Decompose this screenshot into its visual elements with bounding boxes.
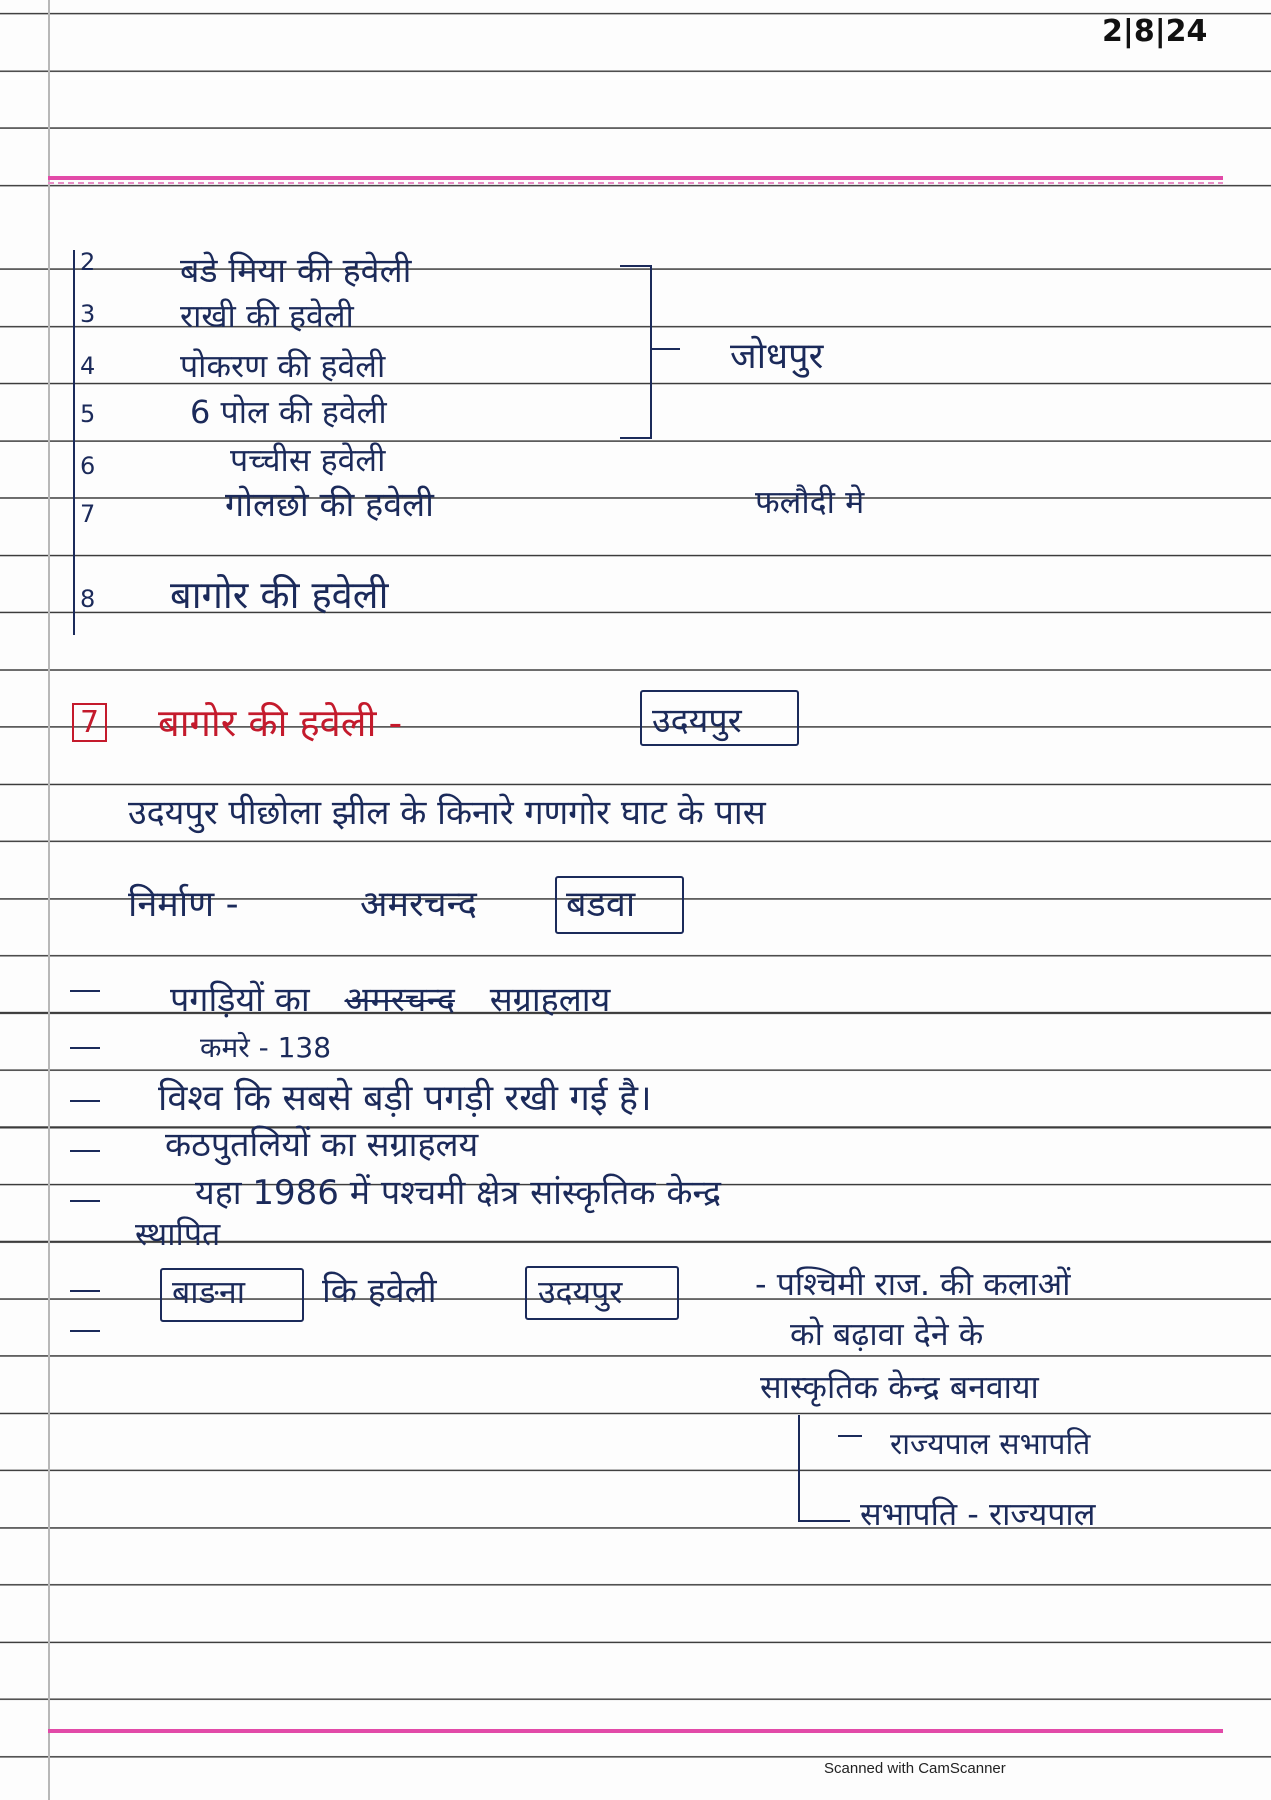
list-num: 3 — [80, 300, 96, 328]
list-item: पच्चीस हवेली — [230, 441, 386, 479]
sub-arrow — [798, 1520, 850, 1522]
list-item: गोलछो की हवेली — [225, 485, 434, 525]
list-item: पोकरण की हवेली — [180, 347, 386, 385]
bullet-established: स्थापित — [135, 1215, 221, 1253]
bagna-haveli: कि हवेली — [322, 1271, 437, 1311]
sub-note: राज्यपाल सभापति — [890, 1427, 1091, 1462]
bullet-puppet-museum: कठपुतलियों का सग्राहलय — [165, 1125, 479, 1165]
builder-first-name: अमरचन्द — [360, 884, 477, 925]
margin-line — [48, 0, 50, 1800]
number-column-line — [73, 250, 75, 635]
bullet-dash — [70, 1330, 100, 1332]
list-num: 8 — [80, 585, 96, 613]
bagna-name: बाङना — [172, 1273, 245, 1311]
jodhpur-bracket — [620, 265, 652, 439]
bullet-rooms: कमरे - 138 — [200, 1031, 332, 1064]
bullet-dash — [70, 1150, 100, 1152]
bullet-dash — [70, 990, 100, 992]
list-num: 7 — [80, 500, 96, 528]
bullet-dash — [70, 1290, 100, 1292]
sub-bracket — [798, 1415, 800, 1520]
bagna-city: उदयपुर — [538, 1273, 623, 1311]
phalodi-label: फलौदी मे — [755, 483, 865, 521]
top-header-rule — [48, 176, 1223, 180]
list-item: 6 पोल की हवेली — [190, 393, 387, 431]
bottom-footer-rule — [48, 1729, 1223, 1733]
bullet-dash — [70, 1100, 100, 1102]
note-line: - पश्चिमी राज. की कलाओं — [755, 1265, 1071, 1303]
bullet-largest-turban: विश्व कि सबसे बड़ी पगड़ी रखी गई है। — [158, 1078, 652, 1119]
struck-word: अमरचन्द — [344, 980, 455, 1020]
list-num: 6 — [80, 452, 96, 480]
list-item: बागोर की हवेली — [170, 573, 389, 617]
section-city: उदयपुर — [652, 701, 742, 741]
location-text: उदयपुर पीछोला झील के किनारे गणगोर घाट के पास — [128, 793, 766, 833]
bullet-dash — [70, 1047, 100, 1049]
list-item: राखी की हवेली — [180, 297, 354, 335]
bullet-text: सग्राहलाय — [489, 980, 611, 1020]
bracket-dash — [652, 348, 680, 350]
sub-note: सभापति - राज्यपाल — [860, 1495, 1096, 1533]
page-date: 2|8|24 — [1102, 14, 1208, 49]
section-title: बागोर की हवेली - — [158, 701, 403, 745]
list-item: बडे मिया की हवेली — [180, 251, 412, 291]
list-num: 5 — [80, 400, 96, 428]
scanner-watermark: Scanned with CamScanner — [824, 1760, 1006, 1777]
bullet-dash — [70, 1200, 100, 1202]
builder-label: निर्माण - — [128, 884, 239, 925]
builder-last-name: बडवा — [566, 884, 636, 925]
note-line: को बढ़ावा देने के — [790, 1315, 984, 1353]
bullet-text: पगड़ियों का — [170, 980, 310, 1020]
sub-arrow — [838, 1435, 862, 1437]
list-num: 4 — [80, 352, 96, 380]
bullet-turban-museum — [170, 975, 610, 1021]
jodhpur-label: जोधपुर — [730, 336, 824, 377]
note-line: सास्कृतिक केन्द्र बनवाया — [760, 1368, 1039, 1406]
list-num: 2 — [80, 248, 96, 276]
bullet-cultural-centre: यहा 1986 में पश्चमी क्षेत्र सांस्कृतिक केन्द्र — [195, 1173, 722, 1213]
section-number: 7 — [72, 703, 107, 742]
